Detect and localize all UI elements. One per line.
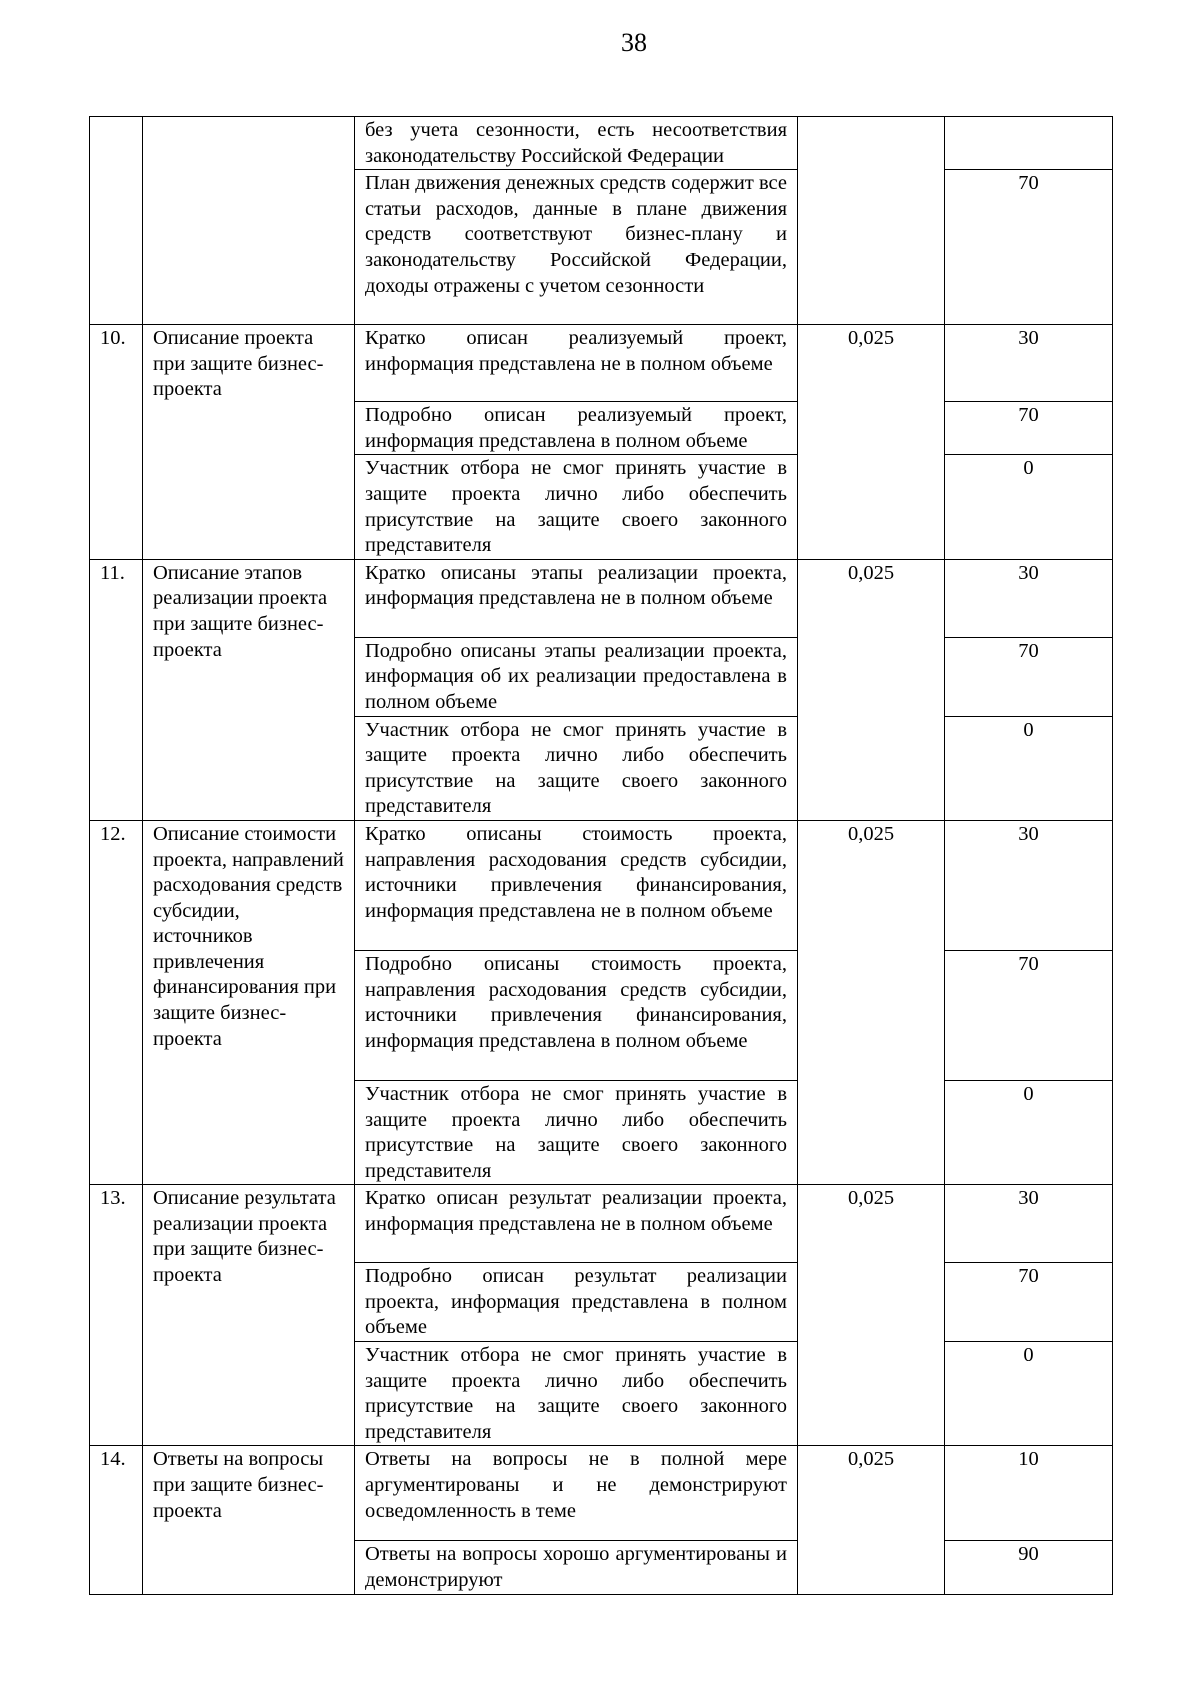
description-cell: План движения денежных средств содержит все статьи расходов, данные в плане движения средств соответствуют бизнес-плану и законодательству Российской Федерации, доходы отражены с учетом сезонности bbox=[355, 170, 798, 325]
row-number-cell: 12. bbox=[90, 820, 143, 1184]
weight-cell: 0,025 bbox=[798, 325, 945, 560]
score-cell: 70 bbox=[945, 402, 1113, 455]
score-cell: 10 bbox=[945, 1446, 1113, 1541]
row-number-cell: 11. bbox=[90, 559, 143, 820]
row-number-cell: 14. bbox=[90, 1446, 143, 1594]
description-cell: Подробно описаны этапы реализации проекта, информация об их реализации предоставлена в полном объеме bbox=[355, 637, 798, 716]
description-cell: Участник отбора не смог принять участие в защите проекта лично либо обеспечить присутствие на защите своего законного представителя bbox=[355, 455, 798, 559]
score-cell: 70 bbox=[945, 170, 1113, 325]
description-cell: Ответы на вопросы хорошо аргументированы и демонстрируют bbox=[355, 1541, 798, 1594]
criterion-cell: Описание этапов реализации проекта при защите бизнес-проекта bbox=[143, 559, 355, 820]
criterion-cell: Описание проекта при защите бизнес-проекта bbox=[143, 325, 355, 560]
score-cell: 0 bbox=[945, 1342, 1113, 1446]
page-number: 38 bbox=[621, 28, 647, 57]
table-row bbox=[90, 820, 1113, 950]
table-row bbox=[90, 1446, 1113, 1541]
score-cell: 30 bbox=[945, 820, 1113, 950]
description-cell: Ответы на вопросы не в полной мере аргументированы и не демонстрируют осведомленность в теме bbox=[355, 1446, 798, 1541]
score-cell: 0 bbox=[945, 455, 1113, 559]
description-cell: Кратко описаны стоимость проекта, направления расходования средств субсидии, источники привлечения финансирования, информация представлена не в полном объеме bbox=[355, 820, 798, 950]
criterion-cell: Описание стоимости проекта, направлений расходования средств субсидии, источников привлечения финансирования при защите бизнес-проекта bbox=[143, 820, 355, 1184]
description-cell: Кратко описан реализуемый проект, информация представлена не в полном объеме bbox=[355, 325, 798, 402]
weight-cell: 0,025 bbox=[798, 1446, 945, 1594]
row-number-cell bbox=[90, 117, 143, 325]
description-cell: Участник отбора не смог принять участие в защите проекта лично либо обеспечить присутствие на защите своего законного представителя bbox=[355, 1342, 798, 1446]
weight-cell: 0,025 bbox=[798, 559, 945, 820]
weight-cell: 0,025 bbox=[798, 1185, 945, 1446]
criteria-table bbox=[89, 116, 1113, 1595]
score-cell: 30 bbox=[945, 559, 1113, 637]
score-cell: 30 bbox=[945, 1185, 1113, 1263]
table-row bbox=[90, 117, 1113, 170]
description-cell: Кратко описан результат реализации проекта, информация представлена не в полном объеме bbox=[355, 1185, 798, 1263]
score-cell: 70 bbox=[945, 950, 1113, 1080]
score-cell: 70 bbox=[945, 637, 1113, 716]
description-cell: Подробно описаны стоимость проекта, направления расходования средств субсидии, источники привлечения финансирования, информация представлена в полном объеме bbox=[355, 950, 798, 1080]
weight-cell bbox=[798, 117, 945, 325]
description-cell: Участник отбора не смог принять участие в защите проекта лично либо обеспечить присутствие на защите своего законного представителя bbox=[355, 716, 798, 820]
description-cell: Подробно описан реализуемый проект, информация представлена в полном объеме bbox=[355, 402, 798, 455]
score-cell: 0 bbox=[945, 1080, 1113, 1184]
row-number-cell: 13. bbox=[90, 1185, 143, 1446]
criterion-cell: Ответы на вопросы при защите бизнес-проекта bbox=[143, 1446, 355, 1594]
score-cell: 90 bbox=[945, 1541, 1113, 1594]
description-cell: без учета сезонности, есть несоответствия законодательству Российской Федерации bbox=[355, 117, 798, 170]
table-row bbox=[90, 1185, 1113, 1263]
score-cell: 30 bbox=[945, 325, 1113, 402]
description-cell: Участник отбора не смог принять участие в защите проекта лично либо обеспечить присутствие на защите своего законного представителя bbox=[355, 1080, 798, 1184]
score-cell: 70 bbox=[945, 1263, 1113, 1342]
score-cell: 0 bbox=[945, 716, 1113, 820]
weight-cell: 0,025 bbox=[798, 820, 945, 1184]
description-cell: Кратко описаны этапы реализации проекта, информация представлена не в полном объеме bbox=[355, 559, 798, 637]
score-cell bbox=[945, 117, 1113, 170]
row-number-cell: 10. bbox=[90, 325, 143, 560]
table-row bbox=[90, 325, 1113, 402]
criterion-cell: Описание результата реализации проекта при защите бизнес-проекта bbox=[143, 1185, 355, 1446]
criterion-cell bbox=[143, 117, 355, 325]
description-cell: Подробно описан результат реализации проекта, информация представлена в полном объеме bbox=[355, 1263, 798, 1342]
table-row bbox=[90, 559, 1113, 637]
